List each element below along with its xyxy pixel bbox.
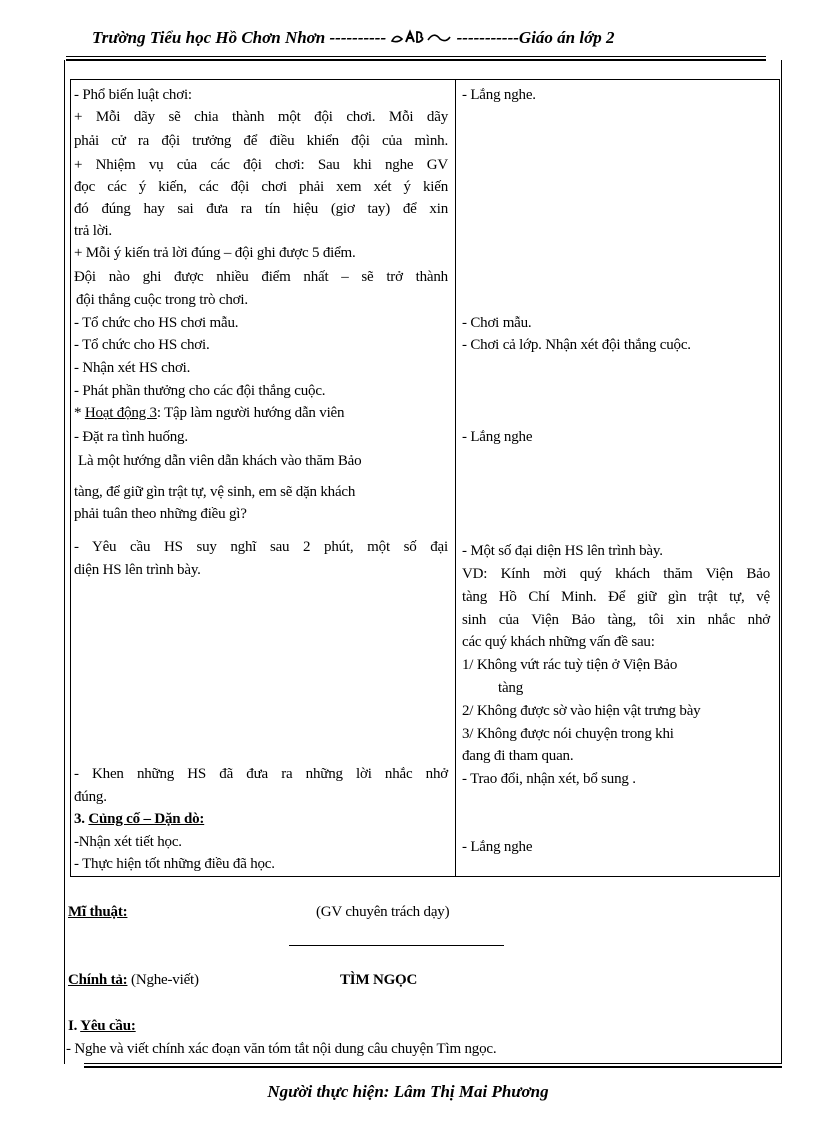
left-line: - Nhận xét HS chơi. bbox=[74, 360, 191, 376]
requirements-heading bbox=[68, 1016, 136, 1036]
footer-rule bbox=[84, 1063, 782, 1064]
right-line: - Một số đại diện HS lên trình bày. bbox=[462, 543, 663, 559]
spelling-mode: (Nghe-viết) bbox=[127, 972, 199, 988]
left-line: phải tuân theo những điều gì? bbox=[74, 506, 247, 522]
left-line: - Phát phần thưởng cho các đội thắng cuộc. bbox=[74, 383, 326, 399]
right-line: 3/ Không được nói chuyện trong khi bbox=[462, 726, 674, 742]
left-line: - Thực hiện tốt những điều đã học. bbox=[74, 856, 275, 872]
left-line: Là một hướng dẫn viên dẫn khách vào thăm Bảo bbox=[78, 453, 362, 469]
consolidation-label: Củng cố – Dặn dò: bbox=[88, 811, 205, 827]
art-subject-note: (GV chuyên trách dạy) bbox=[316, 904, 450, 920]
ornament-logo-icon bbox=[390, 29, 452, 45]
spelling-heading bbox=[68, 970, 199, 990]
footer-author: Người thực hiện: Lâm Thị Mai Phương bbox=[267, 1082, 549, 1101]
right-line: 1/ Không vứt rác tuỳ tiện ở Viện Bảo bbox=[462, 657, 678, 673]
art-subject-label: Mĩ thuật: bbox=[68, 904, 128, 920]
header-rule bbox=[66, 56, 766, 57]
left-line: trả lời. bbox=[74, 223, 112, 239]
activity-3-label: Hoạt động 3 bbox=[84, 405, 157, 421]
requirements-text: - Nghe và viết chính xác đoạn văn tóm tắt nội dung câu chuyện Tìm ngọc. bbox=[66, 1041, 497, 1057]
left-line: đó đúng hay sai đưa ra tín hiệu (giơ tay) để xin bbox=[74, 201, 448, 217]
left-line: diện HS lên trình bày. bbox=[74, 562, 201, 578]
right-line: sinh của Viện Bảo tàng, tôi xin nhắc nhở bbox=[462, 612, 770, 628]
left-line: - Khen những HS đã đưa ra những lời nhắc nhở bbox=[74, 766, 448, 782]
right-line: - Chơi mẫu. bbox=[462, 315, 532, 331]
right-line: - Lắng nghe bbox=[462, 839, 533, 855]
left-line: - Tổ chức cho HS chơi mẫu. bbox=[74, 315, 239, 331]
page-header bbox=[92, 28, 732, 48]
right-line: tàng Hồ Chí Minh. Để giữ gìn trật tự, vệ bbox=[462, 589, 770, 605]
requirements-number: I. bbox=[68, 1018, 81, 1034]
consolidation-number: 3. bbox=[74, 811, 89, 827]
right-line: VD: Kính mời quý khách thăm Viện Bảo bbox=[462, 566, 770, 582]
table-column-divider bbox=[455, 79, 456, 876]
left-line: đọc các ý kiến, các đội chơi phải xem xét ý kiến bbox=[74, 179, 448, 195]
school-name: Trường Tiểu học Hồ Chơn Nhơn bbox=[92, 28, 326, 47]
left-line: Đội nào ghi được nhiều điểm nhất – sẽ trở thành bbox=[74, 269, 448, 285]
left-line: + Mỗi ý kiến trả lời đúng – đội ghi được 5 điểm. bbox=[74, 245, 356, 261]
right-line: - Lắng nghe. bbox=[462, 87, 536, 103]
section-divider bbox=[289, 945, 504, 946]
header-grade: -----------Giáo án lớp 2 bbox=[456, 28, 615, 47]
right-line: các quý khách những vấn đề sau: bbox=[462, 634, 655, 650]
right-line: - Chơi cả lớp. Nhận xét đội thắng cuộc. bbox=[462, 337, 691, 353]
left-line: đội thắng cuộc trong trò chơi. bbox=[76, 292, 248, 308]
left-line: - Đặt ra tình huống. bbox=[74, 429, 188, 445]
activity-3-title: : Tập làm người hướng dẫn viên bbox=[156, 405, 345, 421]
consolidation-heading bbox=[74, 809, 204, 829]
spelling-title: TÌM NGỌC bbox=[340, 972, 418, 988]
requirements-label: Yêu cầu: bbox=[80, 1018, 136, 1034]
left-line: đúng. bbox=[74, 789, 107, 805]
right-line: - Trao đổi, nhận xét, bổ sung . bbox=[462, 771, 636, 787]
left-line: - Yêu cầu HS suy nghĩ sau 2 phút, một số đại bbox=[74, 539, 448, 555]
left-line: + Mỗi dãy sẽ chia thành một đội chơi. Mỗi dãy bbox=[74, 109, 448, 125]
header-dashes-left: ---------- bbox=[329, 28, 387, 47]
left-line: tàng, để giữ gìn trật tự, vệ sinh, em sẽ dặn khách bbox=[74, 484, 356, 500]
left-line: - Phổ biến luật chơi: bbox=[74, 87, 192, 103]
footer-rule-thick bbox=[84, 1066, 782, 1068]
right-line: - Lắng nghe bbox=[462, 429, 533, 445]
right-line: 2/ Không được sờ vào hiện vật trưng bày bbox=[462, 703, 701, 719]
spelling-label: Chính tả: bbox=[68, 972, 128, 988]
left-line: - Tổ chức cho HS chơi. bbox=[74, 337, 210, 353]
activity-3-heading bbox=[74, 403, 344, 423]
left-line: phải cử ra đội trưởng để điều khiển đội của mình. bbox=[74, 133, 448, 149]
right-line: đang đi tham quan. bbox=[462, 748, 574, 764]
right-line: tàng bbox=[498, 680, 524, 696]
activity-3-prefix: * bbox=[74, 405, 85, 421]
left-line: -Nhận xét tiết học. bbox=[74, 834, 182, 850]
left-line: + Nhiệm vụ của các đội chơi: Sau khi nghe GV bbox=[74, 157, 448, 173]
